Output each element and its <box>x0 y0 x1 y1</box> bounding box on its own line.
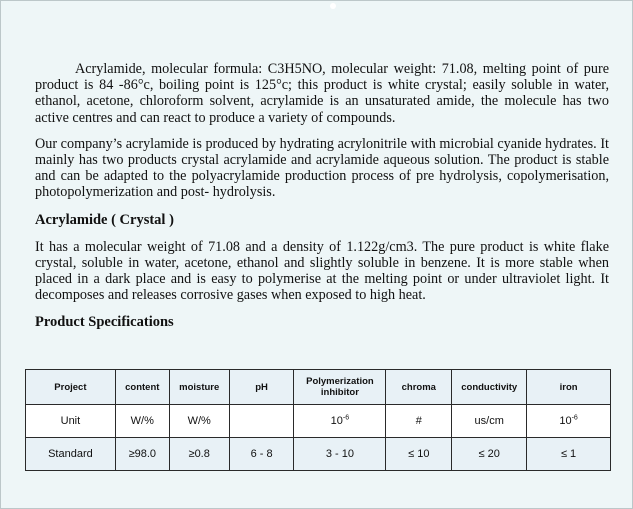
intro-paragraph: Acrylamide, molecular formula: C3H5NO, molecular weight: 71.08, melting point of pure product is 84 -86°c, boiling point is 125°c; this product is white crystal; easily soluble in water, ethanol, acetone, chloroform solvent, acrylamide is an unsaturated amide, the molecule has two active centres and can react to produce a variety of compounds. <box>35 61 609 126</box>
unit-cell: # <box>386 405 452 438</box>
spec-heading: Product Specifications <box>35 314 174 331</box>
document-body <box>35 61 609 331</box>
header-cell: chroma <box>386 370 452 405</box>
standard-cell: ≥0.8 <box>169 438 229 471</box>
unit-cell <box>527 405 611 438</box>
table-header-row <box>26 370 611 405</box>
header-cell: moisture <box>169 370 229 405</box>
standard-cell: ≥98.0 <box>115 438 169 471</box>
table-row-unit <box>26 405 611 438</box>
header-cell: Polymerization inhibitor <box>294 370 386 405</box>
unit-exponent: -6 <box>571 414 578 422</box>
crystal-heading: Acrylamide ( Crystal ) <box>35 211 174 228</box>
unit-cell: us/cm <box>452 405 527 438</box>
unit-base: 10 <box>559 415 572 427</box>
header-cell: Project <box>26 370 116 405</box>
unit-cell: Unit <box>26 405 116 438</box>
header-cell: iron <box>527 370 611 405</box>
unit-cell <box>294 405 386 438</box>
standard-cell: 6 - 8 <box>229 438 294 471</box>
unit-cell: W/% <box>115 405 169 438</box>
header-cell: pH <box>229 370 294 405</box>
unit-base: 10 <box>330 415 343 427</box>
header-cell: content <box>115 370 169 405</box>
standard-cell: ≤ 1 <box>527 438 611 471</box>
unit-exponent: -6 <box>342 414 350 422</box>
standard-cell: ≤ 20 <box>452 438 527 471</box>
standard-cell: ≤ 10 <box>386 438 452 471</box>
unit-cell: W/% <box>169 405 229 438</box>
unit-cell <box>229 405 294 438</box>
top-marker-dot <box>330 3 336 9</box>
company-paragraph: Our company’s acrylamide is produced by hydrating acrylonitrile with microbial cyanide hydrates. It mainly has two products crystal acrylamide and acrylamide aqueous solution. The product is stable and can be adapted to the polyacrylamide production process of pre hydrolysis, copolymerisation, photopolymerization and post- hydrolysis. <box>35 135 609 201</box>
spec-table <box>25 369 611 471</box>
crystal-paragraph: It has a molecular weight of 71.08 and a density of 1.122g/cm3. The pure product is white flake crystal, soluble in water, acetone, ethanol and slightly soluble in benzene. It is more stable when placed in a dark place and is easy to polymerise at the melting point or under ultraviolet light. It decomposes and releases corrosive gases when exposed to high heat. <box>35 238 609 304</box>
standard-cell: 3 - 10 <box>294 438 386 471</box>
header-cell: conductivity <box>452 370 527 405</box>
standard-cell: Standard <box>26 438 116 471</box>
table-row-standard <box>26 438 611 471</box>
